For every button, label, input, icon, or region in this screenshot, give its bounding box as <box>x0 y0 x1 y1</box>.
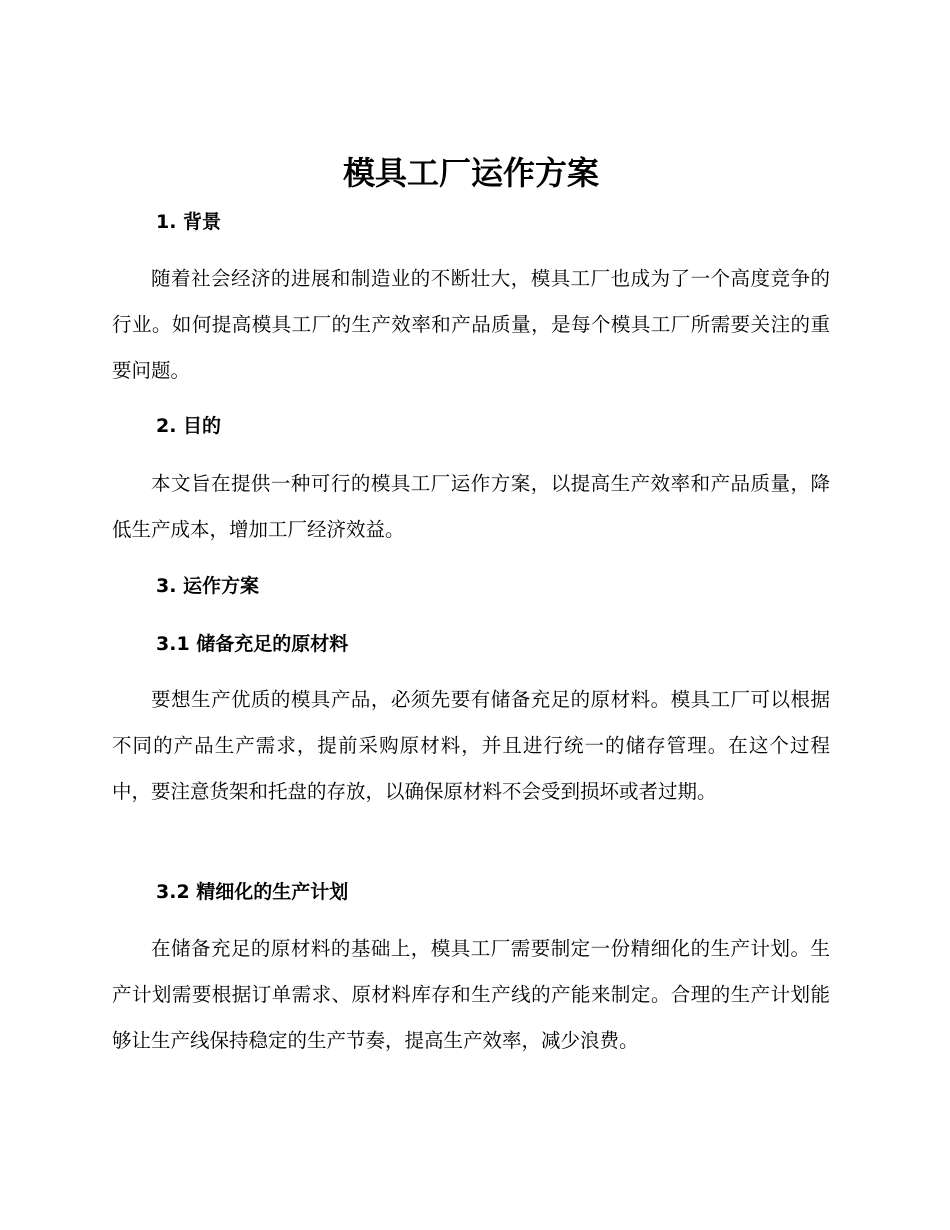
subsection-heading-raw-materials: 3.1 储备充足的原材料 <box>156 633 349 655</box>
section-heading-background: 1. 背景 <box>156 211 222 233</box>
document-title: 模具工厂运作方案 <box>342 154 599 192</box>
paragraph-raw-materials: 要想生产优质的模具产品，必须先要有储备充足的原材料。模具工厂可以根据不同的产品生产需求，提前采购原材料，并且进行统一的储存管理。在这个过程中，要注意货架和托盘的存放，以确保原材料不会受到损坏或者过期。 <box>112 688 830 803</box>
paragraph-background: 随着社会经济的进展和制造业的不断壮大，模具工厂也成为了一个高度竞争的行业。如何提高模具工厂的生产效率和产品质量，是每个模具工厂所需要关注的重要问题。 <box>112 267 830 382</box>
paragraph-purpose: 本文旨在提供一种可行的模具工厂运作方案，以提高生产效率和产品质量，降低生产成本，增加工厂经济效益。 <box>112 472 830 541</box>
section-heading-operation-plan: 3. 运作方案 <box>156 575 260 597</box>
subsection-heading-production-plan: 3.2 精细化的生产计划 <box>156 881 349 903</box>
section-heading-purpose: 2. 目的 <box>156 415 222 437</box>
paragraph-production-plan: 在储备充足的原材料的基础上，模具工厂需要制定一份精细化的生产计划。生产计划需要根据订单需求、原材料库存和生产线的产能来制定。合理的生产计划能够让生产线保持稳定的生产节奏，提高生产效率，减少浪费。 <box>112 937 830 1052</box>
